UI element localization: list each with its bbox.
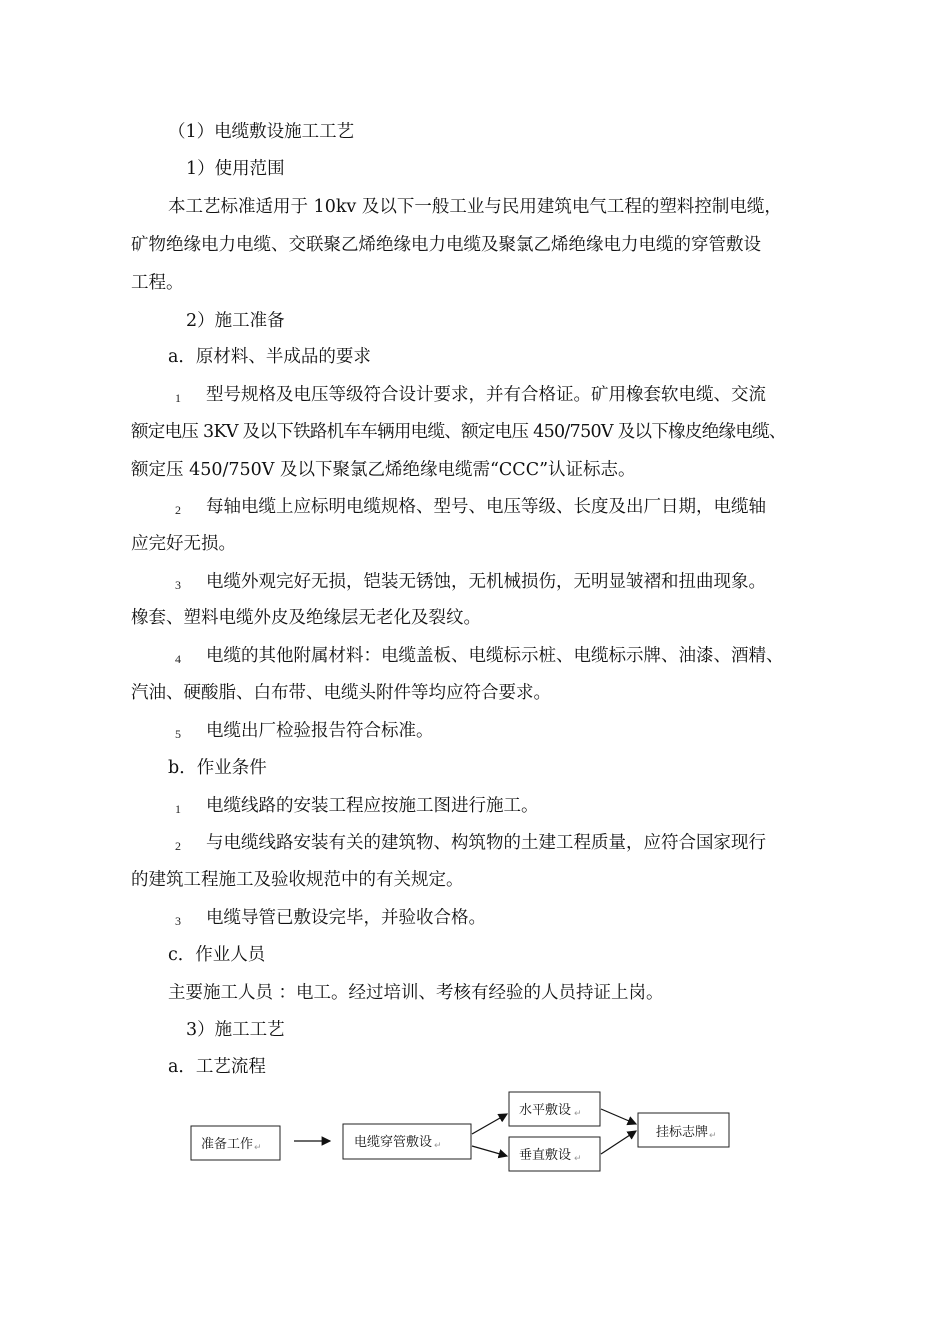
item-number: 1 xyxy=(175,802,181,816)
item-number: 2 xyxy=(175,503,181,517)
scope-paragraph-line-1: 本工艺标准适用于 10kv 及以下一般工业与民用建筑电气工程的塑料控制电缆， xyxy=(168,197,782,217)
item-number: 3 xyxy=(175,578,181,592)
box-horizontal xyxy=(509,1092,600,1126)
box-pipe xyxy=(343,1124,471,1159)
item-number: 2 xyxy=(175,839,181,853)
box-prep xyxy=(191,1126,280,1160)
box-prep-label: 准备工作 xyxy=(201,1137,254,1152)
materials-item-1-line-1: 型号规格及电压等级符合设计要求，并有合格证。矿用橡套软电缆、交流 xyxy=(206,385,766,405)
arrow-pipe-to-vertical xyxy=(472,1146,507,1156)
materials-item-1-line-3: 额定压 450/750V 及以下聚氯乙烯绝缘电缆需“CCC”认证标志。 xyxy=(131,460,636,480)
return-mark: ↵ xyxy=(434,1141,442,1151)
conditions-item-3-line-1: 电缆导管已敷设完毕，并验收合格。 xyxy=(206,908,486,928)
subsection-prep-title: 2）施工准备 xyxy=(186,311,285,331)
arrow-vertical-to-sign xyxy=(601,1131,636,1154)
arrow-pipe-to-horizontal xyxy=(472,1114,507,1134)
item-number: 1 xyxy=(175,391,181,405)
materials-item-4-line-2: 汽油、硬酸脂、白布带、电缆头附件等均应符合要求。 xyxy=(131,683,551,703)
item-number: 4 xyxy=(175,652,181,666)
conditions-item-2-line-1: 与电缆线路安装有关的建筑物、构筑物的土建工程质量，应符合国家现行 xyxy=(206,833,766,853)
scope-paragraph-line-2: 矿物绝缘电力电缆、交联聚乙烯绝缘电力电缆及聚氯乙烯绝缘电力电缆的穿管敷设 xyxy=(131,235,761,255)
conditions-item-2-line-2: 的建筑工程施工及验收规范中的有关规定。 xyxy=(131,870,464,890)
return-mark: ↵ xyxy=(254,1143,262,1153)
section-title: （1）电缆敷设施工工艺 xyxy=(168,122,355,142)
conditions-title: b．作业条件 xyxy=(168,758,267,778)
return-mark: ↵ xyxy=(709,1131,717,1141)
materials-item-2-line-2: 应完好无损。 xyxy=(131,534,236,554)
box-vertical xyxy=(509,1137,600,1171)
box-sign xyxy=(638,1113,729,1147)
subsection-process-title: 3）施工工艺 xyxy=(186,1020,285,1040)
subsection-scope-title: 1）使用范围 xyxy=(186,159,285,179)
materials-item-3-line-2: 橡套、塑料电缆外皮及绝缘层无老化及裂纹。 xyxy=(131,608,481,628)
conditions-item-1-line-1: 电缆线路的安装工程应按施工图进行施工。 xyxy=(206,796,539,816)
flow-title: a．工艺流程 xyxy=(168,1057,266,1077)
personnel-title: c．作业人员 xyxy=(168,945,266,965)
materials-item-5-line-1: 电缆出厂检验报告符合标准。 xyxy=(206,721,434,741)
materials-title: a．原材料、半成品的要求 xyxy=(168,347,371,367)
scope-paragraph-line-3: 工程。 xyxy=(131,273,184,293)
box-sign-label: 挂标志牌 xyxy=(656,1125,709,1140)
box-horizontal-label: 水平敷设 xyxy=(519,1103,572,1118)
return-mark: ↵ xyxy=(574,1109,582,1119)
personnel-text: 主要施工人员 ：电工。经过培训、考核有经验的人员持证上岗。 xyxy=(168,983,664,1003)
arrow-horizontal-to-sign xyxy=(601,1109,636,1124)
item-number: 5 xyxy=(175,727,181,741)
materials-item-2-line-1: 每轴电缆上应标明电缆规格、型号、电压等级、长度及出厂日期，电缆轴 xyxy=(206,497,766,517)
box-pipe-label: 电缆穿管敷设 xyxy=(354,1135,433,1150)
box-vertical-label: 垂直敷设 xyxy=(519,1148,572,1163)
materials-item-1-line-2: 额定电压 3KV 及以下铁路机车车辆用电缆、额定电压 450/750V 及以下橡皮绝缘电缆、 xyxy=(131,422,786,442)
materials-item-4-line-1: 电缆的其他附属材料：电缆盖板、电缆标示桩、电缆标示牌、油漆、酒精、 xyxy=(206,646,784,666)
item-number: 3 xyxy=(175,914,181,928)
return-mark: ↵ xyxy=(574,1154,582,1164)
materials-item-3-line-1: 电缆外观完好无损，铠装无锈蚀，无机械损伤，无明显皱褶和扭曲现象。 xyxy=(206,572,766,592)
